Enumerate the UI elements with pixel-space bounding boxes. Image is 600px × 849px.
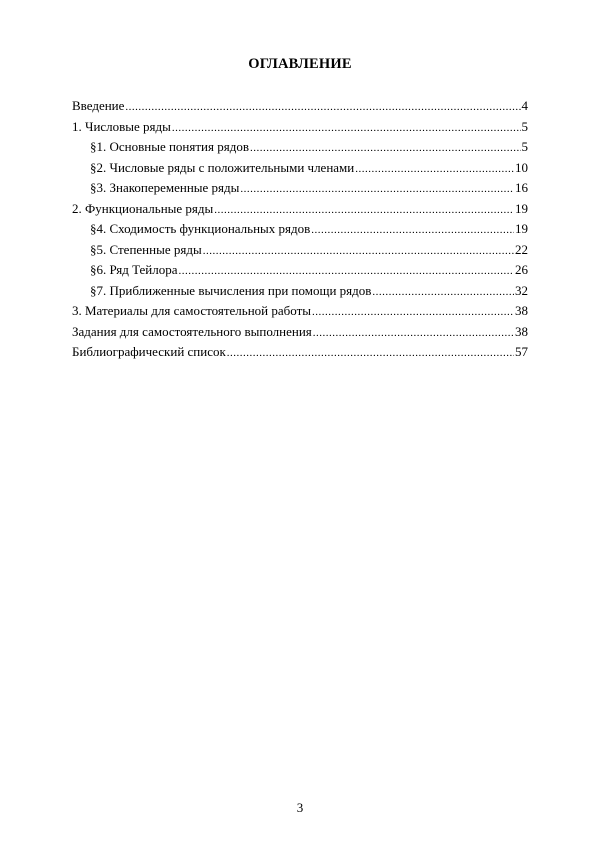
toc-subentry[interactable] [72, 137, 528, 158]
toc-entry-label: §5. Степенные ряды [90, 241, 202, 257]
dot-leader [203, 241, 514, 262]
toc-entry-page: 22 [515, 241, 528, 257]
toc-entry[interactable] [72, 117, 528, 138]
page-title: ОГЛАВЛЕНИЕ [248, 56, 352, 72]
toc-entry-page: 4 [521, 98, 528, 113]
dot-leader [172, 118, 521, 139]
toc-subentry[interactable] [72, 178, 528, 199]
toc-entry[interactable] [72, 96, 528, 117]
toc-entry-page: 16 [515, 180, 528, 195]
toc-subentry[interactable] [72, 240, 528, 261]
toc-entry-page: 5 [521, 139, 528, 154]
toc-entry-label: 2. Функциональные ряды [72, 200, 214, 216]
dot-leader [125, 97, 520, 118]
dot-leader [214, 200, 514, 221]
toc-entry-label: §6. Ряд Тейлора [90, 262, 178, 277]
toc-entry-label: §2. Числовые ряды с положительными членами [90, 159, 355, 175]
toc-entry-label: Введение [72, 98, 125, 113]
toc-entry-page: 19 [515, 200, 528, 216]
toc-entry-page: 38 [515, 323, 528, 339]
toc-entry-page: 38 [515, 303, 528, 318]
toc-entry-label: §1. Основные понятия рядов [90, 139, 249, 154]
page-number: 3 [296, 800, 304, 815]
toc-entry-label: Задания для самостоятельного выполнения [72, 323, 312, 339]
table-of-contents [72, 96, 528, 363]
dot-leader [240, 179, 514, 200]
toc-entry[interactable] [72, 199, 528, 220]
dot-leader [179, 261, 514, 282]
toc-entry[interactable] [72, 301, 528, 322]
toc-subentry[interactable] [72, 281, 528, 302]
dot-leader [355, 159, 514, 180]
dot-leader [312, 302, 514, 323]
toc-entry[interactable] [72, 322, 528, 343]
toc-entry-page: 57 [515, 344, 528, 359]
dot-leader [313, 323, 514, 344]
toc-entry-page: 10 [515, 159, 528, 175]
toc-entry-page: 5 [521, 118, 528, 134]
toc-entry-label: 1. Числовые ряды [72, 118, 171, 134]
toc-subentry[interactable] [72, 158, 528, 179]
dot-leader [311, 220, 514, 241]
toc-entry-label: §4. Сходимость функциональных рядов [90, 221, 311, 236]
dot-leader [227, 343, 514, 364]
toc-entry-page: 26 [515, 262, 528, 277]
dot-leader [250, 138, 521, 159]
dot-leader [372, 282, 514, 303]
toc-subentry[interactable] [72, 219, 528, 240]
toc-entry-label: §7. Приближенные вычисления при помощи рядов [90, 282, 372, 298]
toc-entry-label: Библиографический список [72, 344, 226, 359]
toc-entry-page: 19 [515, 221, 528, 236]
toc-entry[interactable] [72, 342, 528, 363]
toc-entry-label: 3. Материалы для самостоятельной работы [72, 303, 312, 318]
toc-entry-page: 32 [515, 282, 528, 298]
toc-entry-label: §3. Знакопеременные ряды [90, 180, 240, 195]
toc-subentry[interactable] [72, 260, 528, 281]
